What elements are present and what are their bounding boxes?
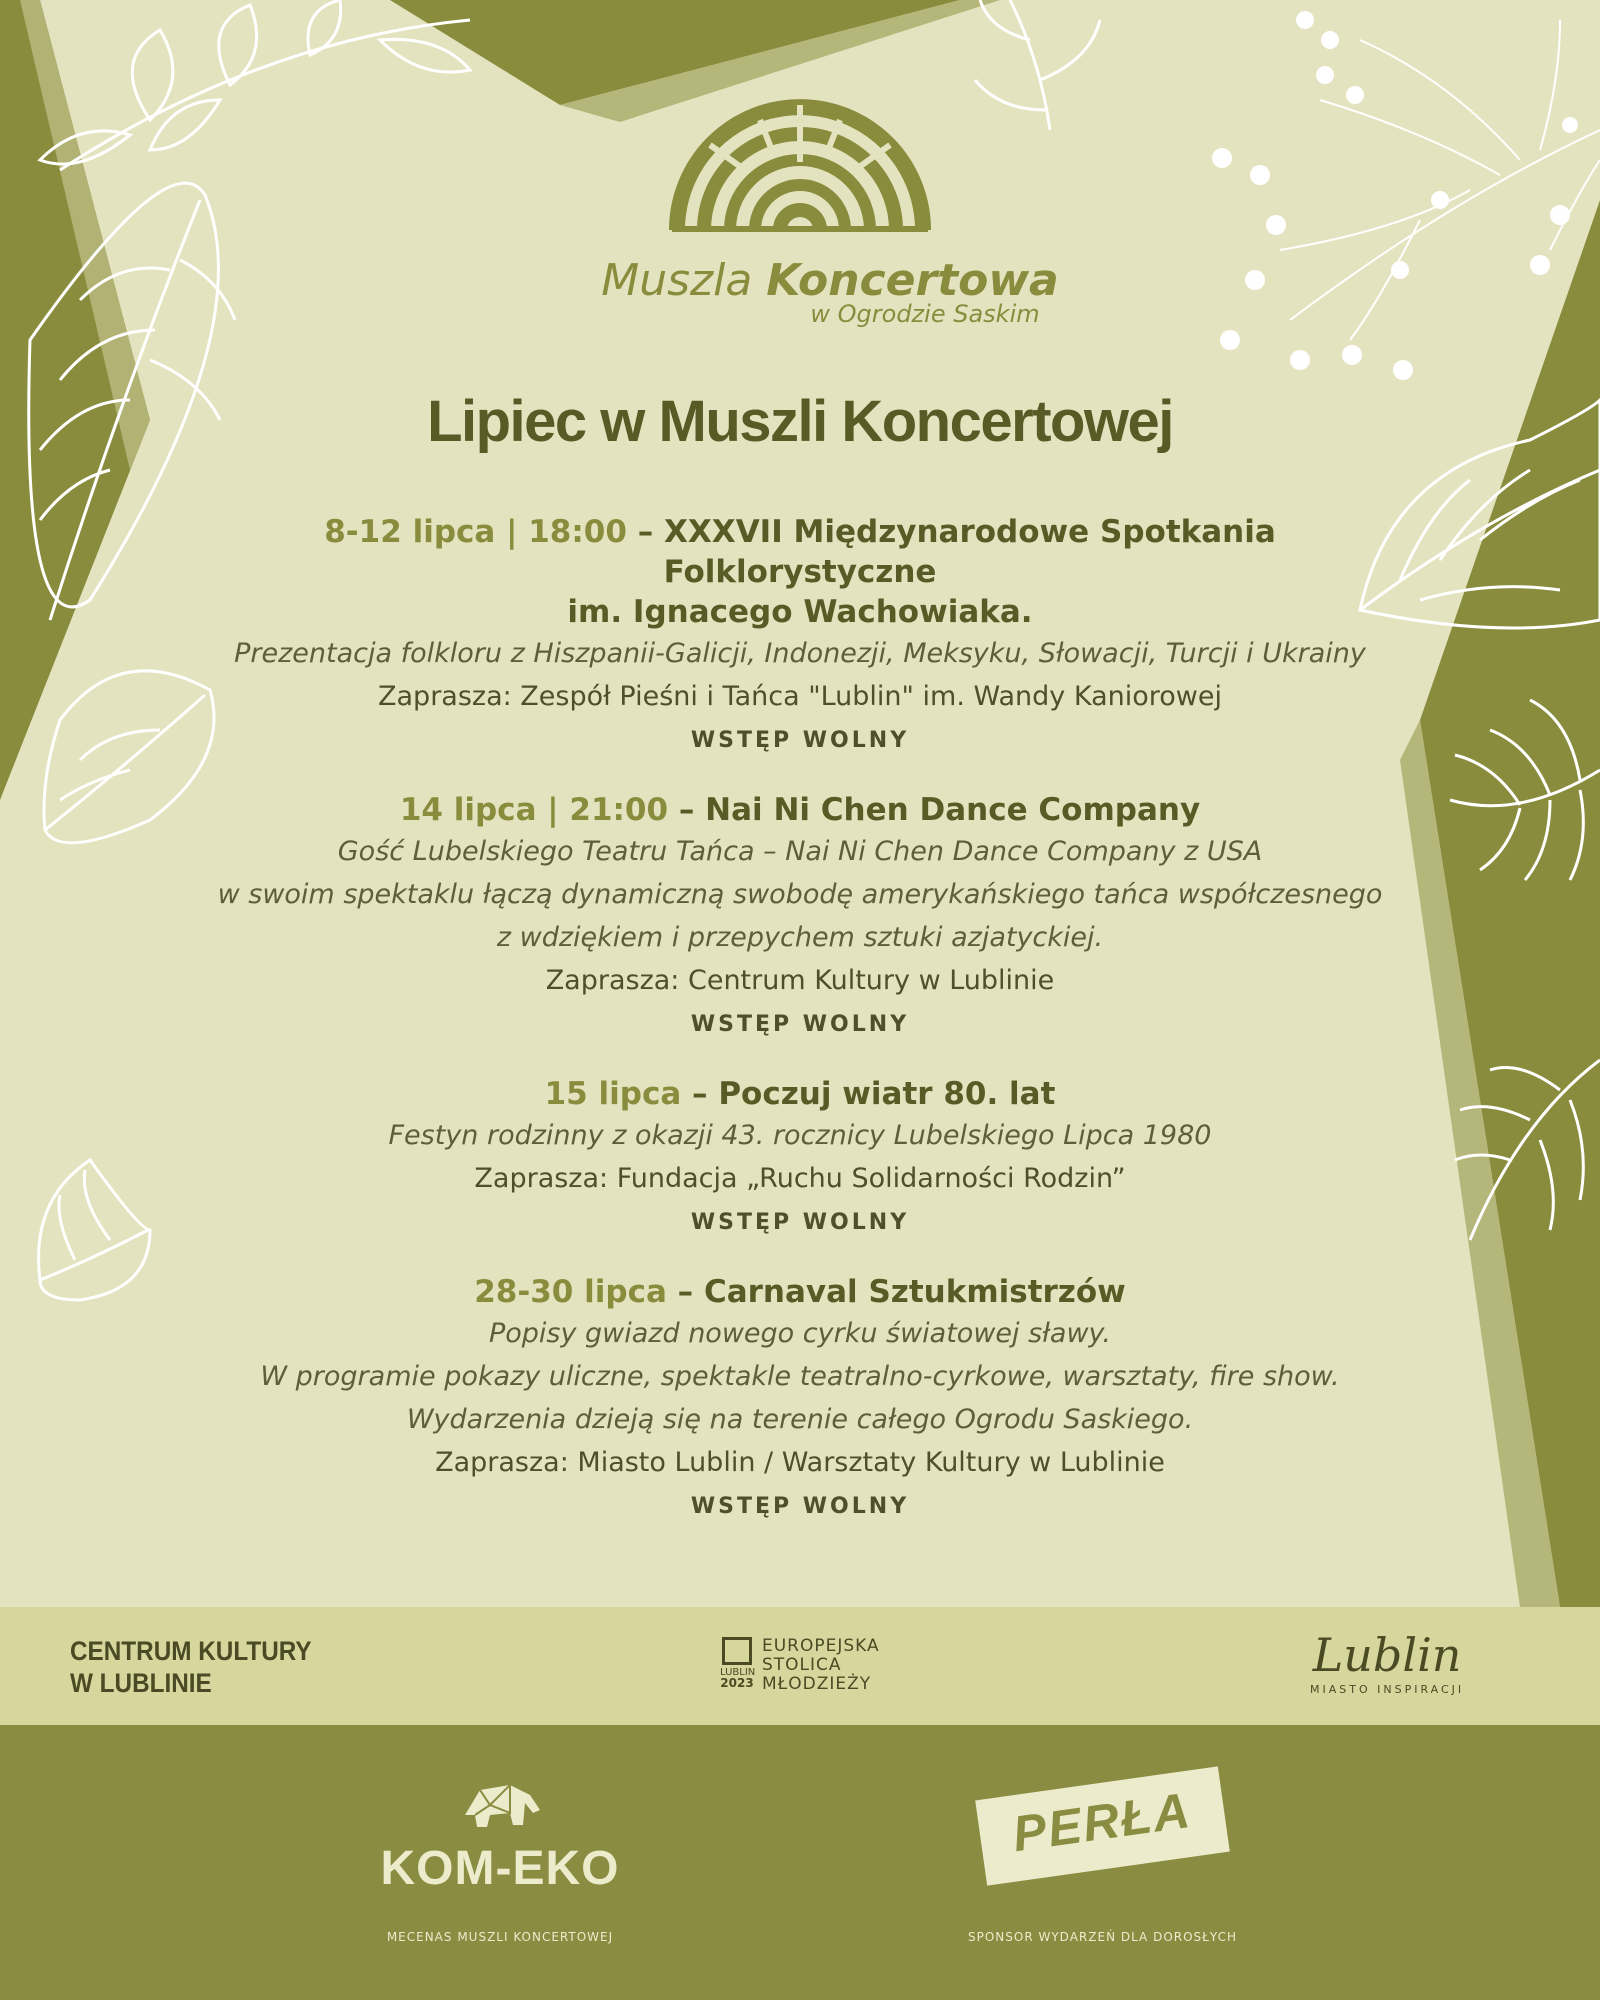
esm-line2: STOLICA — [762, 1655, 842, 1675]
leaf-left-middle — [44, 671, 214, 843]
esm-mark-year: 2023 — [720, 1676, 754, 1690]
event-heading — [200, 790, 1400, 830]
free-entry-label: WSTĘP WOLNY — [690, 1210, 910, 1235]
event-heading — [200, 1074, 1400, 1114]
komeko-wordmark: KOM-EKO — [380, 1842, 620, 1895]
centrum-kultury-line1: CENTRUM KULTURY — [70, 1636, 312, 1666]
event-heading — [200, 512, 1400, 592]
lublin-crest-icon — [722, 1637, 752, 1665]
lublin-wordmark: Lublin — [1312, 1628, 1462, 1682]
event-description: Wydarzenia dzieją się na terenie całego Ogrodu Saskiego. — [406, 1404, 1194, 1435]
leaf-left-bottom — [39, 1160, 150, 1300]
event-description: Prezentacja folkloru z Hiszpanii-Galicji, Indonezji, Meksyku, Słowacji, Turcji i Ukrainy — [234, 638, 1366, 669]
event-invitation: Zaprasza: Fundacja „Ruchu Solidarności Rodzin” — [474, 1163, 1126, 1194]
event-name: – Carnaval Sztukmistrzów — [666, 1274, 1126, 1310]
komeko-logo — [380, 1775, 620, 1896]
esm-mark — [720, 1637, 754, 1689]
shell-base — [672, 226, 928, 232]
event-description: Gość Lubelskiego Teatru Tańca – Nai Ni Chen Dance Company z USA — [337, 836, 1263, 867]
venue-logo-name — [60, 255, 1600, 306]
perla-caption: SPONSOR WYDARZEŃ DLA DOROSŁYCH — [968, 1930, 1237, 1944]
event-date: 14 lipca | 21:00 — [399, 792, 669, 828]
venue-logo-text — [0, 255, 1600, 328]
event-item — [200, 1074, 1400, 1246]
venue-logo-word-muszla: Muszla — [601, 255, 767, 306]
centrum-kultury-line2: W LUBLINIE — [70, 1668, 212, 1698]
event-description: W programie pokazy uliczne, spektakle teatralno-cyrkowe, warsztaty, fire show. — [260, 1361, 1340, 1392]
leaf-top-center — [975, 0, 1100, 130]
event-item — [200, 512, 1400, 764]
leaf-top-left — [40, 0, 470, 170]
free-entry-label: WSTĘP WOLNY — [690, 728, 910, 753]
event-invitation: Zaprasza: Miasto Lublin / Warsztaty Kultury w Lublinie — [435, 1447, 1165, 1478]
event-name: – Poczuj wiatr 80. lat — [681, 1076, 1056, 1112]
event-item — [200, 790, 1400, 1048]
event-invitation: Zaprasza: Zespół Pieśni i Tańca "Lublin" im. Wandy Kaniorowej — [378, 681, 1222, 712]
event-description: Festyn rodzinny z okazji 43. rocznicy Lubelskiego Lipca 1980 — [388, 1120, 1212, 1151]
event-date: 15 lipca — [544, 1076, 682, 1112]
event-date: 28-30 lipca — [474, 1274, 667, 1310]
event-date: 8-12 lipca | 18:00 — [324, 514, 627, 550]
centrum-kultury-logo — [70, 1635, 312, 1699]
venue-logo-word-koncertowa: Koncertowa — [766, 255, 1059, 306]
event-description: Popisy gwiazd nowego cyrku światowej sławy. — [488, 1318, 1112, 1349]
sponsors-band — [0, 1725, 1600, 2000]
perla-logo — [975, 1766, 1230, 1885]
event-name: – Nai Ni Chen Dance Company — [668, 792, 1201, 828]
esm-line3: MŁODZIEŻY — [762, 1674, 872, 1694]
event-invitation: Zaprasza: Centrum Kultury w Lublinie — [545, 965, 1055, 996]
event-description: w swoim spektaklu łączą dynamiczną swobodę amerykańskiego tańca współczesnego — [217, 879, 1383, 910]
origami-elephant-icon — [455, 1775, 545, 1835]
free-entry-label: WSTĘP WOLNY — [690, 1012, 910, 1037]
partners-band — [0, 1607, 1600, 1725]
lublin-tagline: MIASTO INSPIRACJI — [1310, 1683, 1465, 1696]
event-name: – XXXVII Międzynarodowe Spotkania Folklorystyczne — [626, 514, 1276, 590]
event-item — [200, 1272, 1400, 1530]
event-name-continued: im. Ignacego Wachowiaka. — [567, 594, 1033, 630]
page-title: Lipiec w Muszli Koncertowej — [427, 389, 1173, 454]
perla-wordmark: PERŁA — [1009, 1781, 1195, 1863]
esm-line1: EUROPEJSKA — [762, 1636, 880, 1656]
esm-mark-city: LUBLIN — [720, 1667, 756, 1678]
komeko-caption: MECENAS MUSZLI KONCERTOWEJ — [386, 1930, 614, 1944]
event-description: z wdziękiem i przepychem sztuki azjatyckiej. — [496, 922, 1104, 953]
free-entry-label: WSTĘP WOLNY — [690, 1494, 910, 1519]
esm-text — [762, 1637, 880, 1694]
venue-logo-subtitle: w Ogrodzie Saskim — [810, 300, 1040, 328]
event-heading — [200, 1272, 1400, 1312]
lublin-city-logo — [1310, 1629, 1464, 1696]
esm-logo — [720, 1637, 880, 1694]
event-list — [200, 512, 1400, 1556]
